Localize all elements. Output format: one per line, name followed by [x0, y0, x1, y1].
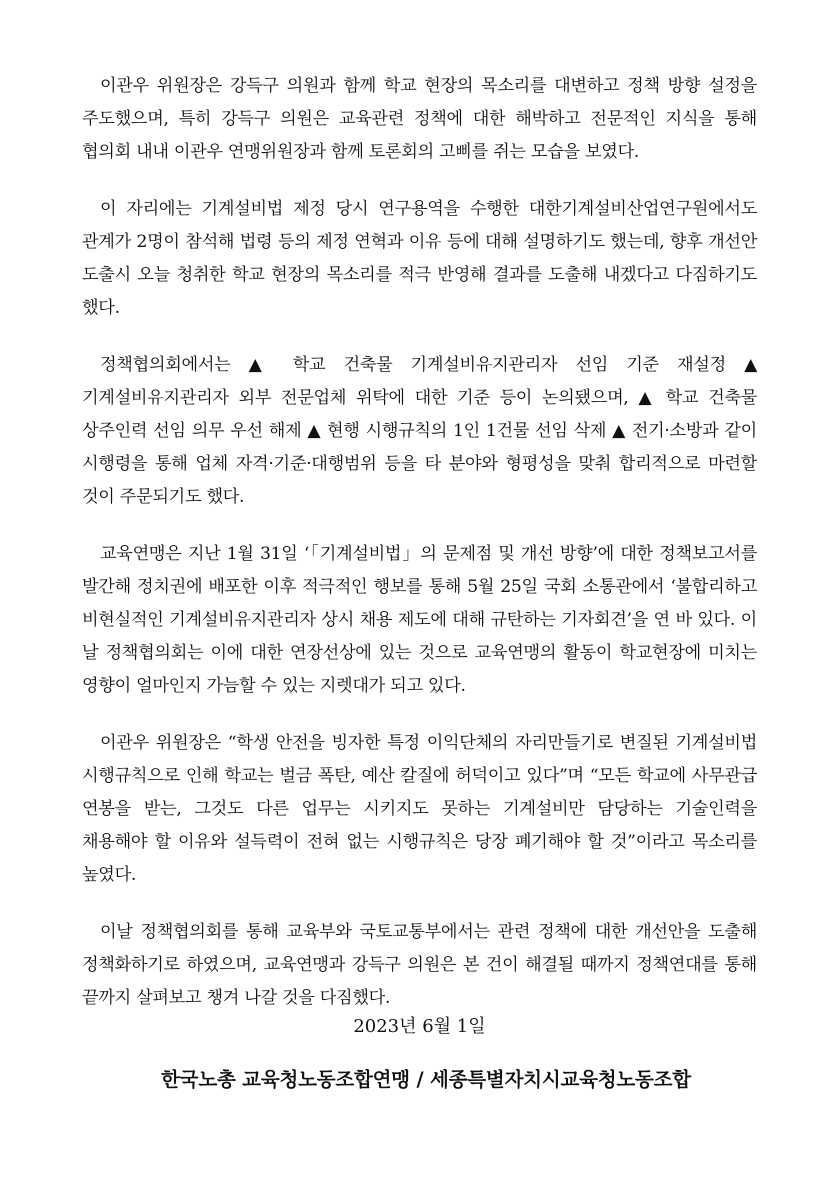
document-signature: 한국노총 교육청노동조합연맹 / 세종특별자치시교육청노동조합	[161, 1068, 691, 1091]
paragraph-5: 이관우 위원장은 “학생 안전을 빙자한 특정 이익단체의 자리만들기로 변질된 기계설비법 시행규칙으로 인해 학교는 벌금 폭탄, 예산 칼질에 허덕이고 있다”며 “모든 학교에 사무관급 연봉을 받는, 그것도 다른 업무는 시키지도 못하는 기계설비만 담당하는 기술인력을 채용해야 할 이유와 설득력이 전혀 없는 시행규칙은 당장 폐기해야 할 것”이라고 목소리를 높였다.	[82, 733, 757, 885]
paragraph-6: 이날 정책협의회를 통해 교육부와 국토교통부에서는 관련 정책에 대한 개선안을 도출해 정책화하기로 하였으며, 교육연맹과 강득구 의원은 본 건이 해결될 때까지 정책연대를 통해 끝까지 살펴보고 챙겨 나갈 것을 다짐했다.	[82, 922, 757, 1008]
document-date: 2023년 6월 1일	[353, 1016, 486, 1037]
paragraph-2: 이 자리에는 기계설비법 제정 당시 연구용역을 수행한 대한기계설비산업연구원에서도 관계가 2명이 참석해 법령 등의 제정 연혁과 이유 등에 대해 설명하기도 했는데, 향후 개선안 도출시 오늘 청취한 학교 현장의 목소리를 적극 반영해 결과를 도출해 내겠다고 다짐하기도 했다.	[82, 199, 757, 318]
paragraph-4: 교육연맹은 지난 1월 31일 ‘「기계설비법」의 문제점 및 개선 방향’에 대한 정책보고서를 발간해 정치권에 배포한 이후 적극적인 행보를 통해 5월 25일 국회 소통관에서 ‘불합리하고 비현실적인 기계설비유지관리자 상시 채용 제도에 대해 규탄하는 기자회견’을 연 바 있다. 이 날 정책협의회는 이에 대한 연장선상에 있는 것으로 교육연맹의 활동이 학교현장에 미치는 영향이 얼마인지 가늠할 수 있는 지렛대가 되고 있다.	[82, 544, 757, 696]
paragraph-3: 정책협의회에서는 ▲ 학교 건축물 기계설비유지관리자 선임 기준 재설정 ▲ 기계설비유지관리자 외부 전문업체 위탁에 대한 기준 등이 논의됐으며, ▲ 학교 건축물 상주인력 선임 의무 우선 해제 ▲ 현행 시행규칙의 1인 1건물 선임 삭제 ▲ 전기·소방과 같이 시행령을 통해 업체 자격·기준·대행범위 등을 타 분야와 형평성을 맞춰 합리적으로 마련할 것이 주문되기도 했다.	[82, 355, 757, 507]
document-body	[82, 70, 757, 1091]
paragraph-1: 이관우 위원장은 강득구 의원과 함께 학교 현장의 목소리를 대변하고 정책 방향 설정을 주도했으며, 특히 강득구 의원은 교육관련 정책에 대한 해박하고 전문적인 지식을 통해 협의회 내내 이관우 연맹위원장과 함께 토론회의 고삐를 쥐는 모습을 보였다.	[82, 76, 757, 162]
